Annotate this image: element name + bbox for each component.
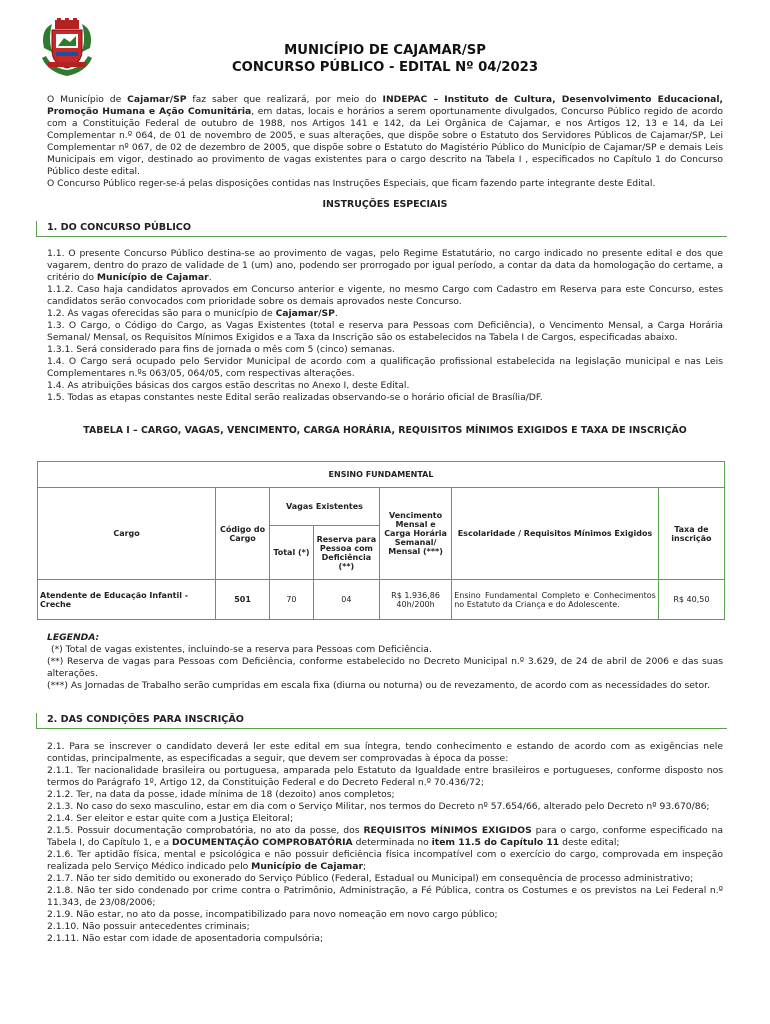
para-1-1-2: 1.1.2. Caso haja candidatos aprovados em Concurso anterior e vigente, no mesmo Cargo com Cadastro em Reserva para este Concurso, estes candidatos serão convocados com prioridade sobre os demais aprovados neste Concurso. — [47, 284, 723, 307]
cargo-table — [37, 461, 725, 620]
para-2-1-2: 2.1.2. Ter, na data da posse, idade mínima de 18 (dezoito) anos completos; — [47, 789, 395, 800]
para-2-1-11: 2.1.11. Não estar com idade de aposentadoria compulsória; — [47, 933, 324, 944]
intro-text: faz saber que realizará, por meio do — [186, 94, 383, 105]
legend-item: (**) Reserva de vagas para Pessoas com Deficiência, conforme estabelecido no Decreto Municipal n.º 3.629, de 24 de abril de 2006 e das suas alterações. — [47, 656, 723, 679]
intro-bold-cajamar: Cajamar/SP — [127, 94, 187, 105]
para-2-1-1: 2.1.1. Ter nacionalidade brasileira ou portuguesa, amparada pelo Estatuto da Igualdade entre brasileiros e portugueses, conforme disposto nos termos do Parágrafo 1º, Artigo 12, da Constituição Federal e do Decreto Federal n.º 70.436/72; — [47, 765, 723, 788]
cell-cargo: Atendente de Educação Infantil - Creche — [38, 580, 216, 620]
cell-codigo: 501 — [216, 580, 270, 620]
venc-carga: 40h/200h — [396, 599, 435, 609]
section-1-body — [47, 248, 723, 404]
para-1-2: 1.2. As vagas oferecidas são para o município de — [47, 308, 276, 319]
para-2-1-4: 2.1.4. Ser eleitor e estar quite com a Justiça Eleitoral; — [47, 813, 294, 824]
para-1-3: 1.3. O Cargo, o Código do Cargo, as Vagas Existentes (total e reserva para Pessoas com Deficiência), o Vencimento Mensal, a Carga Horária Semanal/ Mensal, os Requisitos Mínimos Exigidos e a Taxa da Inscrição são os estabelecidos na Tabela I de Cargos, especificadas abaixo. — [47, 320, 723, 343]
punct: . — [208, 272, 212, 283]
para-2-1-9: 2.1.9. Não estar, no ato da posse, incompatibilizado para novo nomeação em novo cargo público; — [47, 909, 498, 920]
intro-line2: O Concurso Público reger-se-á pelas disposições contidas nas Instruções Especiais, que ficam fazendo parte integrante deste Edital. — [47, 178, 656, 189]
para-2-1-10: 2.1.10. Não possuir antecedentes criminais; — [47, 921, 250, 932]
section-2-header — [36, 713, 727, 729]
para-2-1-8: 2.1.8. Não ter sido condenado por crime contra o Patrimônio, Administração, a Fé Pública, contra os Costumes e os previstos na Lei Federal n.º 11.343, de 23/08/2006; — [47, 885, 723, 908]
bold-requisitos: REQUISITOS MÍNIMOS EXIGIDOS — [363, 825, 532, 836]
venc-valor: R$ 1.936,86 — [391, 590, 440, 600]
table-row — [38, 580, 725, 620]
para-2-1-7: 2.1.7. Não ter sido demitido ou exonerado do Serviço Público (Federal, Estadual ou Municipal) em consequência de processo administrativo; — [47, 873, 694, 884]
intro-text: O Município de — [47, 94, 128, 105]
bold-documentacao: DOCUMENTAÇÃO COMPROBATÓRIA — [172, 837, 353, 848]
bold-cajamar: Cajamar/SP — [275, 308, 335, 319]
legend — [47, 632, 723, 692]
punct: ; — [362, 861, 367, 872]
para-2-1-5: 2.1.5. Possuir documentação comprobatória, no ato da posse, dos — [47, 825, 364, 836]
para-1-4a: 1.4. O Cargo será ocupado pelo Servidor Municipal de acordo com a qualificação profissional estabelecida na legislação municipal e nas Leis Complementares n.ºs 063/05, 064/05, com respectivas alterações. — [47, 356, 723, 379]
intro-bold-indepac: INDEPAC – Instituto de Cultura, Desenvolvimento Educacional, Promoção Humana e Ação Comunitária — [47, 94, 723, 117]
cell-escolaridade: Ensino Fundamental Completo e Conhecimentos no Estatuto da Criança e do Adolescente. — [452, 580, 659, 620]
col-cargo: Cargo — [38, 488, 216, 580]
para-2-1-6: 2.1.6. Ter aptidão física, mental e psicológica e não possuir deficiência física incompatível com o exercício do cargo, comprovada em inspeção realizada pelo Serviço Médico indicado pelo — [47, 849, 723, 872]
para-2-1-5: para o cargo, conforme especificado na Tabela I, do Capítulo 1, e a — [47, 825, 723, 848]
instrucoes-heading: INSTRUÇÕES ESPECIAIS — [322, 199, 448, 210]
intro-text: , em datas, locais e horários a serem oportunamente divulgados, Concurso Público regido de acordo com a Constituição Federal de outubro de 1988, nos Artigos 141 e 142, da Lei Orgânica de Cajamar, e nos Artigos 12, 13 e 14, da Lei Complementar n.º 064, de 01 de novembro de 2005, e suas alterações, que dispõe sobre o Estatuto dos Servidores Públicos de Cajamar/SP, Lei Complementar nº 067, de 02 de dezembro de 2005, que dispõe sobre o Estatuto do Magistério Público do Município de Cajamar/SP e demais Leis Municipais em vigor, destinado ao provimento de vagas existentes para o cargo descrito na Tabela I , especificados no Capítulo 1 do Concurso Público deste edital. — [47, 106, 723, 177]
bold-municipio: Município de Cajamar — [96, 272, 209, 283]
para-2-1: 2.1. Para se inscrever o candidato deverá ler este edital em sua íntegra, tendo conhecimento e estando de acordo com as exigências nele contidas, principalmente, as especificadas a seguir, que devem ser comprovadas à época da posse: — [47, 741, 723, 764]
col-vencimento: Vencimento Mensal e Carga Horária Semanal/ Mensal (***) — [379, 488, 451, 580]
para-2-1-5: deste edital; — [559, 837, 620, 848]
para-2-1-3: 2.1.3. No caso do sexo masculino, estar em dia com o Serviço Militar, nos termos do Decreto nº 57.654/66, alterado pelo Decreto nº 93.670/86; — [47, 801, 710, 812]
col-codigo: Código do Cargo — [216, 488, 270, 580]
col-escolaridade: Escolaridade / Requisitos Mínimos Exigidos — [452, 488, 659, 580]
section-1-title: 1. DO CONCURSO PÚBLICO — [47, 222, 191, 233]
table-caption: TABELA I – CARGO, VAGAS, VENCIMENTO, CARGA HORÁRIA, REQUISITOS MÍNIMOS EXIGIDOS E TAXA DE INSCRIÇÃO — [83, 425, 687, 436]
title-edital: CONCURSO PÚBLICO - EDITAL Nº 04/2023 — [231, 60, 539, 75]
cell-vencimento — [379, 580, 451, 620]
title-municipio: MUNICÍPIO DE CAJAMAR/SP — [284, 43, 486, 58]
para-1-3-1: 1.3.1. Será considerado para fins de jornada o mês com 5 (cinco) semanas. — [47, 344, 395, 355]
para-2-1-5: determinada no — [352, 837, 432, 848]
cell-taxa: R$ 40,50 — [658, 580, 724, 620]
table-group-header: ENSINO FUNDAMENTAL — [38, 462, 725, 488]
legend-item: (***) As Jornadas de Trabalho serão cumpridas em escala fixa (diurna ou noturna) ou de revezamento, de acordo com as necessidades do setor. — [47, 680, 710, 691]
cell-reserva: 04 — [313, 580, 379, 620]
bold-municipio: Município de Cajamar — [251, 861, 363, 872]
col-reserva: Reserva para Pessoa com Deficiência (**) — [313, 526, 379, 580]
punct: . — [334, 308, 338, 319]
intro-paragraph — [47, 94, 723, 190]
para-1-4b: 1.4. As atribuições básicas dos cargos estão descritas no Anexo I, deste Edital. — [47, 380, 410, 391]
section-1-header — [36, 221, 727, 237]
page-title — [0, 42, 770, 76]
para-1-5: 1.5. Todas as etapas constantes neste Edital serão realizadas observando-se o horário oficial de Brasília/DF. — [47, 392, 543, 403]
para-1-1: 1.1. O presente Concurso Público destina-se ao provimento de vagas, pelo Regime Estatutário, no cargo indicado no presente edital e dos que vagarem, dentro do prazo de validade de 1 (um) ano, podendo ser prorrogado por igual período, a contar da data da homologação do certame, a critério do — [47, 248, 723, 283]
legend-item: (*) Total de vagas existentes, incluindo-se a reserva para Pessoas com Deficiência. — [51, 644, 432, 655]
col-taxa: Taxa de inscrição — [658, 488, 724, 580]
legend-title: LEGENDA: — [47, 632, 100, 643]
bold-item-11-5: item 11.5 do Capítulo 11 — [431, 837, 560, 848]
col-total: Total (*) — [270, 526, 314, 580]
section-2-title: 2. DAS CONDIÇÕES PARA INSCRIÇÃO — [47, 714, 244, 725]
cell-total: 70 — [270, 580, 314, 620]
section-2-body — [47, 741, 723, 945]
col-vagas: Vagas Existentes — [270, 488, 380, 526]
